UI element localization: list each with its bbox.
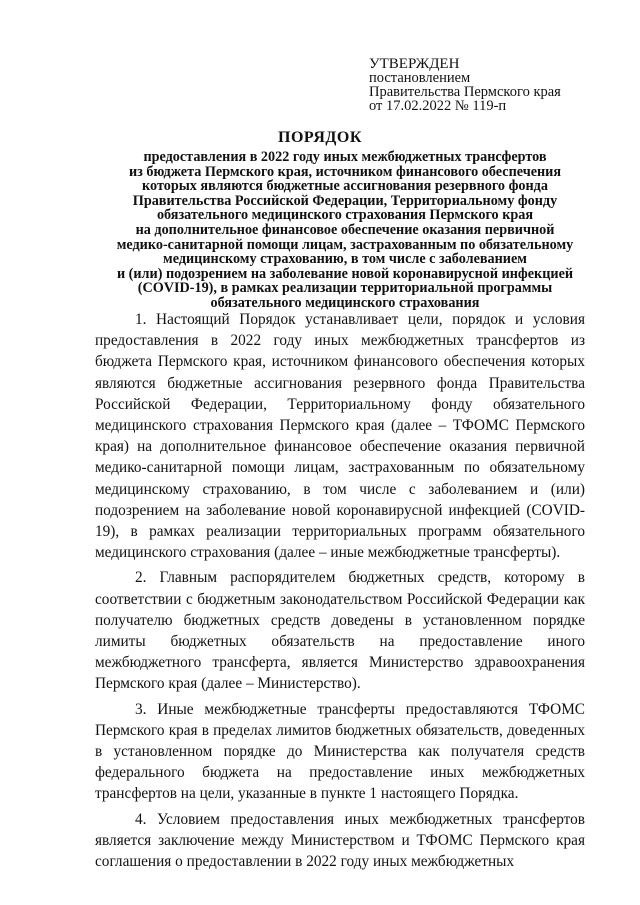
subtitle-line: и (или) подозрением на заболевание новой коронавирусной инфекцией [116, 265, 574, 282]
subtitle-line: Правительства Российской Федерации, Территориальному фонду [132, 192, 558, 209]
paragraph-4: 4. Условием предоставления иных межбюджетных трансфертов является заключение между Министерством и ТФОМС Пермского края соглашения о предоставлении в 2022 году иных межбюджетных [95, 810, 585, 871]
subtitle-line: медико-санитарной помощи лицам, застрахованным по обязательному [116, 236, 574, 253]
document-subtitle [90, 150, 600, 311]
document-title: ПОРЯДОК [278, 129, 362, 146]
subtitle-line: предоставления в 2022 году иных межбюджетных трансфертов [143, 149, 547, 165]
subtitle-line: из бюджета Пермского края, источником финансового обеспечения [128, 163, 562, 180]
approval-line-3: от 17.02.2022 № 119-п [369, 98, 507, 114]
approval-stamp [369, 57, 629, 113]
approval-line-1: постановлением [369, 70, 471, 86]
subtitle-line: на дополнительное финансовое обеспечение оказания первичной [135, 221, 555, 238]
approval-heading: УТВЕРЖДЕН [369, 56, 460, 72]
paragraph-2: 2. Главным распорядителем бюджетных средств, которому в соответствии с бюджетным законодательством Российской Федерации как получателю бюджетных средств доведены в установленном порядке лимиты бюджетных обязательств на предоставление иного межбюджетного трансферта, является Министерство здравоохранения Пермского края (далее – Министерство). [95, 569, 585, 693]
approval-line-2: Правительства Пермского края [369, 84, 561, 100]
paragraph-1: 1. Настоящий Порядок устанавливает цели, порядок и условия предоставления в 2022 году иных межбюджетных трансфертов из бюджета Пермского края, источником финансового обеспечения которых являются бюджетные ассигнования резервного фонда Правительства Российской Федерации, Территориальному фонду обязательного медицинского страхования Пермского края (далее – ТФОМС Пермского края) на дополнительное финансовое обеспечение оказания первичной медико-санитарной помощи лицам, застрахованным по обязательному медицинскому страхованию, в том числе с заболеванием и (или) подозрением на заболевание новой коронавирусной инфекцией (COVID-19), в рамках реализации территориальных программ обязательного медицинского страхования (далее – иные межбюджетные трансферты). [95, 311, 585, 562]
subtitle-line: которых являются бюджетные ассигнования резервного фонда [142, 178, 548, 195]
subtitle-line: обязательного медицинского страхования [210, 294, 480, 311]
subtitle-line: обязательного медицинского страхования Пермского края [156, 207, 534, 224]
subtitle-line: (COVID-19), в рамках реализации территориальной программы [137, 280, 553, 297]
paragraph-3: 3. Иные межбюджетные трансферты предоставляются ТФОМС Пермского края в пределах лимитов бюджетных обязательств, доведенных в установленном порядке до Министерства как получателя средств федерального бюджета на предоставление иных межбюджетных трансфертов на цели, указанные в пункте 1 настоящего Порядка. [95, 700, 585, 803]
document-body [95, 309, 585, 876]
subtitle-line: медицинскому страхованию, в том числе с заболеванием [163, 251, 527, 268]
